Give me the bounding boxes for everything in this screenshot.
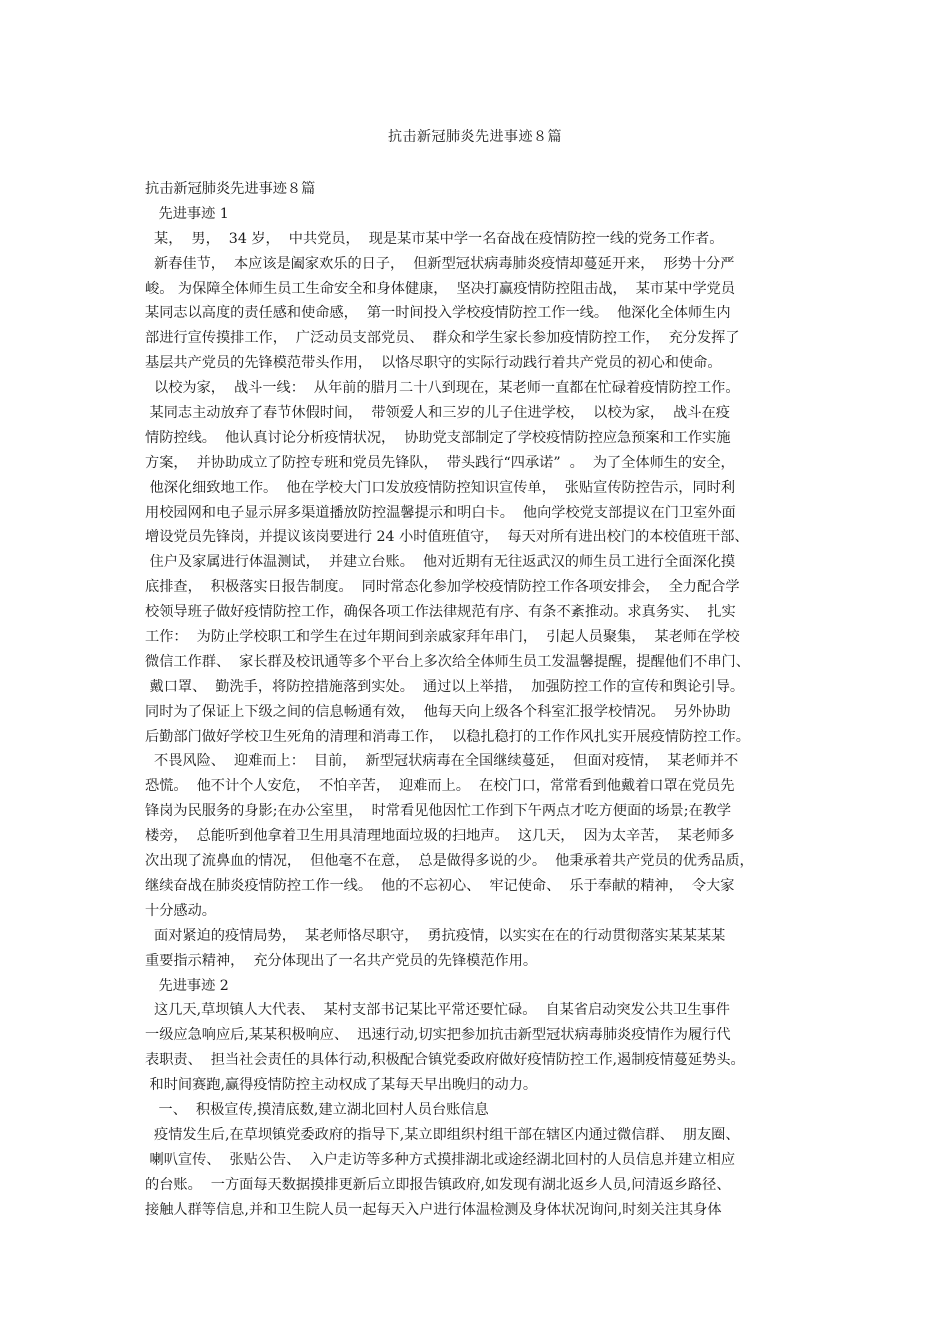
text-line: 底排查， 积极落实日报告制度。 同时常态化参加学校疫情防控工作各项安排会， 全力配合学: [145, 579, 740, 596]
text-line: 恐慌。 他不计个人安危， 不怕辛苦， 迎难而上。 在校门口，常常看到他戴着口罩在党员先: [145, 778, 735, 795]
text-line: 用校园网和电子显示屏多渠道播放防控温馨提示和明白卡。 他向学校党支部提议在门卫室外面: [145, 504, 736, 521]
text-line: 不畏风险、 迎难而上： 目前， 新型冠状病毒在全国继续蔓延， 但面对疫情， 某老师并不: [145, 753, 739, 770]
text-line: 某， 男， 34 岁， 中共党员， 现是某市某中学一名奋战在疫情防控一线的党务工作者。: [145, 230, 724, 247]
text-line: 抗击新冠肺炎先进事迹８篇: [145, 181, 316, 197]
text-line: 增设党员先锋岗，并提议该岗要进行 24 小时值班值守， 每天对所有进出校门的本校值班干部、: [145, 529, 749, 546]
text-line: 同时为了保证上下级之间的信息畅通有效， 他每天向上级各个科室汇报学校情况。 另外协助: [145, 703, 731, 720]
text-line: 峻。 为保障全体师生员工生命安全和身体健康， 坚决打赢疫情防控阻击战， 某市某中学党员: [145, 280, 736, 297]
text-line: 的台账。 一方面每天数据摸排更新后立即报告镇政府,如发现有湖北返乡人员,问清返乡路径、: [145, 1176, 731, 1193]
text-line: 某同志以高度的责任感和使命感， 第一时间投入学校疫情防控工作一线。 他深化全体师生内: [145, 305, 731, 322]
text-line: 接触人群等信息,并和卫生院人员一起每天入户进行体温检测及身体状况询问,时刻关注其身体: [145, 1201, 722, 1218]
text-line: 重要指示精神， 充分体现出了一名共产党员的先锋模范作用。: [145, 952, 538, 969]
text-line: 继续奋战在肺炎疫情防控工作一线。 他的不忘初心、 牢记使命、 乐于奉献的精神， 令大家: [145, 877, 735, 894]
text-line: 楼旁， 总能听到他拿着卫生用具清理地面垃圾的扫地声。 这几天， 因为太辛苦， 某老师多: [145, 828, 735, 845]
text-line: 校领导班子做好疫情防控工作，确保各项工作法律规范有序、有条不紊推动。求真务实、 扎实: [145, 604, 736, 621]
text-line: 后勤部门做好学校卫生死角的清理和消毒工作， 以稳扎稳打的工作作风扎实开展疫情防控工作。: [145, 728, 750, 745]
document-title: 抗击新冠肺炎先进事迹８篇: [388, 129, 562, 145]
text-line: 新春佳节， 本应该是阖家欢乐的日子， 但新型冠状病毒肺炎疫情却蔓延开来， 形势十分严: [145, 255, 735, 272]
text-line: 戴口罩、 勤洗手，将防控措施落到实处。 通过以上举措， 加强防控工作的宣传和舆论引导。: [145, 678, 745, 695]
text-line: 部进行宣传摸排工作， 广泛动员支部党员、 群众和学生家长参加疫情防控工作， 充分发挥了: [145, 330, 740, 347]
text-line: 喇叭宣传、 张贴公告、 入户走访等多种方式摸排湖北或途经湖北回村的人员信息并建立相应: [145, 1151, 736, 1168]
text-line: 某同志主动放弃了春节休假时间， 带领爱人和三岁的儿子住进学校， 以校为家， 战斗在疫: [145, 405, 730, 422]
text-line: 以校为家， 战斗一线： 从年前的腊月二十八到现在，某老师一直都在忙碌着疫情防控工作。: [145, 380, 740, 397]
text-line: 一、 积极宣传,摸清底数,建立湖北回村人员台账信息: [145, 1101, 489, 1118]
text-line: 住户及家属进行体温测试， 并建立台账。 他对近期有无往返武汉的师生员工进行全面深化摸: [145, 554, 736, 571]
text-line: 工作： 为防止学校职工和学生在过年期间到亲戚家拜年串门， 引起人员聚集， 某老师在学校: [145, 629, 740, 646]
text-line: 锋岗为民服务的身影;在办公室里， 时常看见他因忙工作到下午两点才吃方便面的场景;在教学: [145, 803, 732, 820]
text-line: 他深化细致地工作。 他在学校大门口发放疫情防控知识宣传单， 张贴宣传防控告示，同时利: [145, 479, 736, 496]
text-line: 情防控线。 他认真讨论分析疫情状况， 协助党支部制定了学校疫情防控应急预案和工作实施: [145, 429, 731, 446]
text-line: 方案， 并协助成立了防控专班和党员先锋队， 带头践行“四承诺” 。 为了全体师生的安全，: [145, 454, 735, 471]
text-line: 先进事迹 1: [145, 205, 229, 222]
text-line: 次出现了流鼻血的情况， 但他毫不在意， 总是做得多说的少。 他秉承着共产党员的优秀品质，: [145, 853, 754, 870]
text-line: 这几天,草坝镇人大代表、 某村支部书记某比平常还要忙碌。 自某省启动突发公共卫生事件: [145, 1002, 730, 1019]
document-body: [145, 177, 810, 1222]
text-line: 微信工作群、 家长群及校讯通等多个平台上多次给全体师生员工发温馨提醒，提醒他们不串门、: [145, 653, 750, 670]
text-line: 先进事迹 2: [145, 977, 229, 994]
text-line: 表职责、 担当社会责任的具体行动,积极配合镇党委政府做好疫情防控工作,遏制疫情蔓延势头。: [145, 1052, 745, 1069]
text-line: 基层共产党员的先锋模范带头作用， 以恪尽职守的实际行动践行着共产党员的初心和使命。: [145, 355, 722, 372]
text-line: 一级应急响应后,某某积极响应、 迅速行动,切实把参加抗击新型冠状病毒肺炎疫情作为履行代: [145, 1027, 731, 1044]
text-line: 疫情发生后,在草坝镇党委政府的指导下,某立即组织村组干部在辖区内通过微信群、 朋友圈、: [145, 1126, 740, 1143]
text-line: 十分感动。: [145, 902, 216, 919]
text-line: 面对紧迫的疫情局势， 某老师恪尽职守， 勇抗疫情，以实实在在的行动贯彻落实某某某某: [145, 927, 726, 944]
text-line: 和时间赛跑,赢得疫情防控主动权成了某每天早出晚归的动力。: [145, 1077, 538, 1094]
